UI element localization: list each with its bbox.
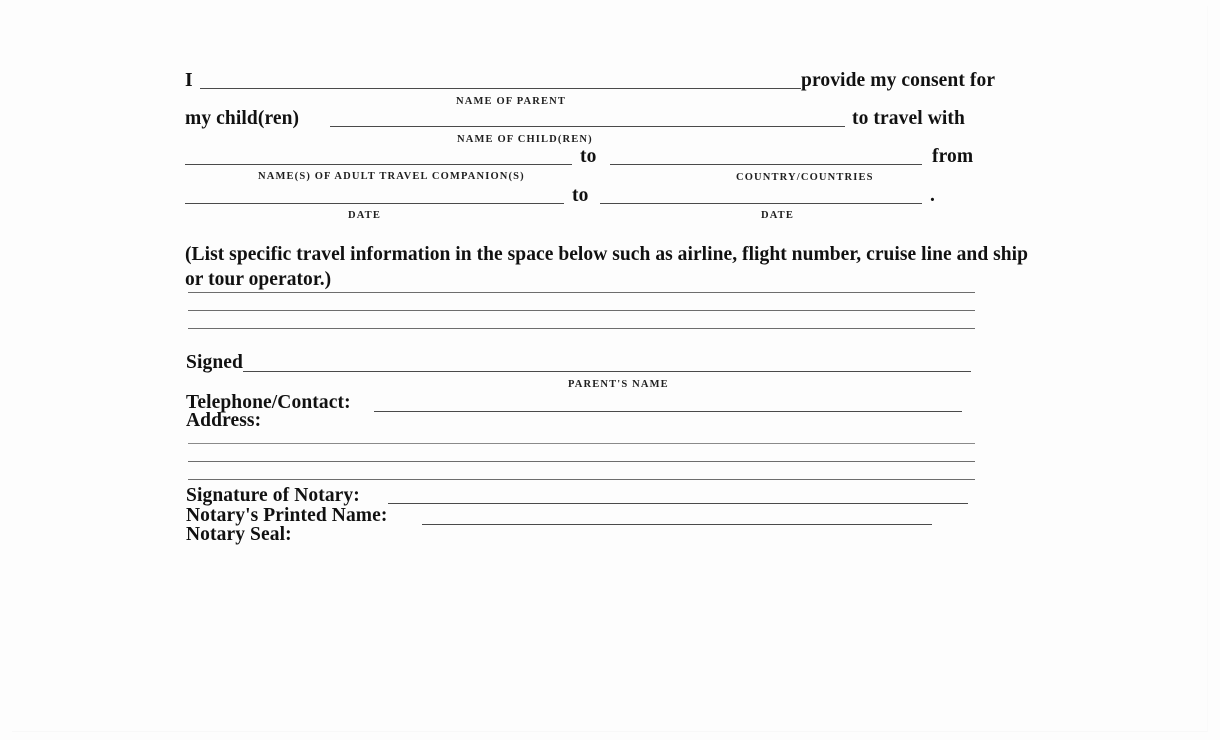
travel-info-write-line-3[interactable] <box>188 328 975 329</box>
signed-label: Signed <box>186 352 243 373</box>
end-date-fill-in-line[interactable] <box>600 203 922 204</box>
start-date-fill-in-line[interactable] <box>185 203 564 204</box>
caption-adult-travel-companions: NAME(S) OF ADULT TRAVEL COMPANION(S) <box>258 171 525 182</box>
children-line-to-travel-with: to travel with <box>852 108 965 129</box>
country-fill-in-line[interactable] <box>610 164 922 165</box>
parent-name-fill-in-line[interactable] <box>200 88 801 89</box>
address-write-line-2[interactable] <box>188 461 975 462</box>
travel-info-instruction-paragraph: (List specific travel information in the space below such as airline, flight number, cruise line and ship or tour operator.) <box>185 244 1029 290</box>
companions-line-to-word: to <box>580 146 597 167</box>
notary-printed-name-label: Notary's Printed Name: <box>186 505 388 526</box>
caption-date-start: DATE <box>348 210 381 221</box>
travel-info-write-line-1[interactable] <box>188 292 975 293</box>
address-write-line-1[interactable] <box>188 443 975 444</box>
dates-line-to-word: to <box>572 185 589 206</box>
signature-of-notary-fill-in-line[interactable] <box>388 503 968 504</box>
caption-name-of-children: NAME OF CHILD(REN) <box>457 134 593 145</box>
caption-date-end: DATE <box>761 210 794 221</box>
notary-seal-label: Notary Seal: <box>186 524 292 545</box>
caption-parents-name: PARENT'S NAME <box>568 379 669 390</box>
notary-printed-name-fill-in-line[interactable] <box>422 524 932 525</box>
signature-of-notary-label: Signature of Notary: <box>186 485 360 506</box>
telephone-contact-fill-in-line[interactable] <box>374 411 962 412</box>
address-label: Address: <box>186 410 262 431</box>
travel-info-write-line-2[interactable] <box>188 310 975 311</box>
address-write-line-3[interactable] <box>188 479 975 480</box>
consent-line-i-label: I <box>185 70 193 91</box>
children-name-fill-in-line[interactable] <box>330 126 845 127</box>
consent-line-provide-text: provide my consent for <box>801 70 996 91</box>
telephone-contact-label: Telephone/Contact: <box>186 392 351 413</box>
children-line-label: my child(ren) <box>185 108 300 129</box>
caption-name-of-parent: NAME OF PARENT <box>456 96 567 107</box>
signed-fill-in-line[interactable] <box>243 371 971 372</box>
companions-line-from-word: from <box>932 146 974 167</box>
caption-country-countries: COUNTRY/COUNTRIES <box>736 172 874 183</box>
adult-companions-fill-in-line[interactable] <box>185 164 572 165</box>
dates-line-period: . <box>930 185 935 206</box>
